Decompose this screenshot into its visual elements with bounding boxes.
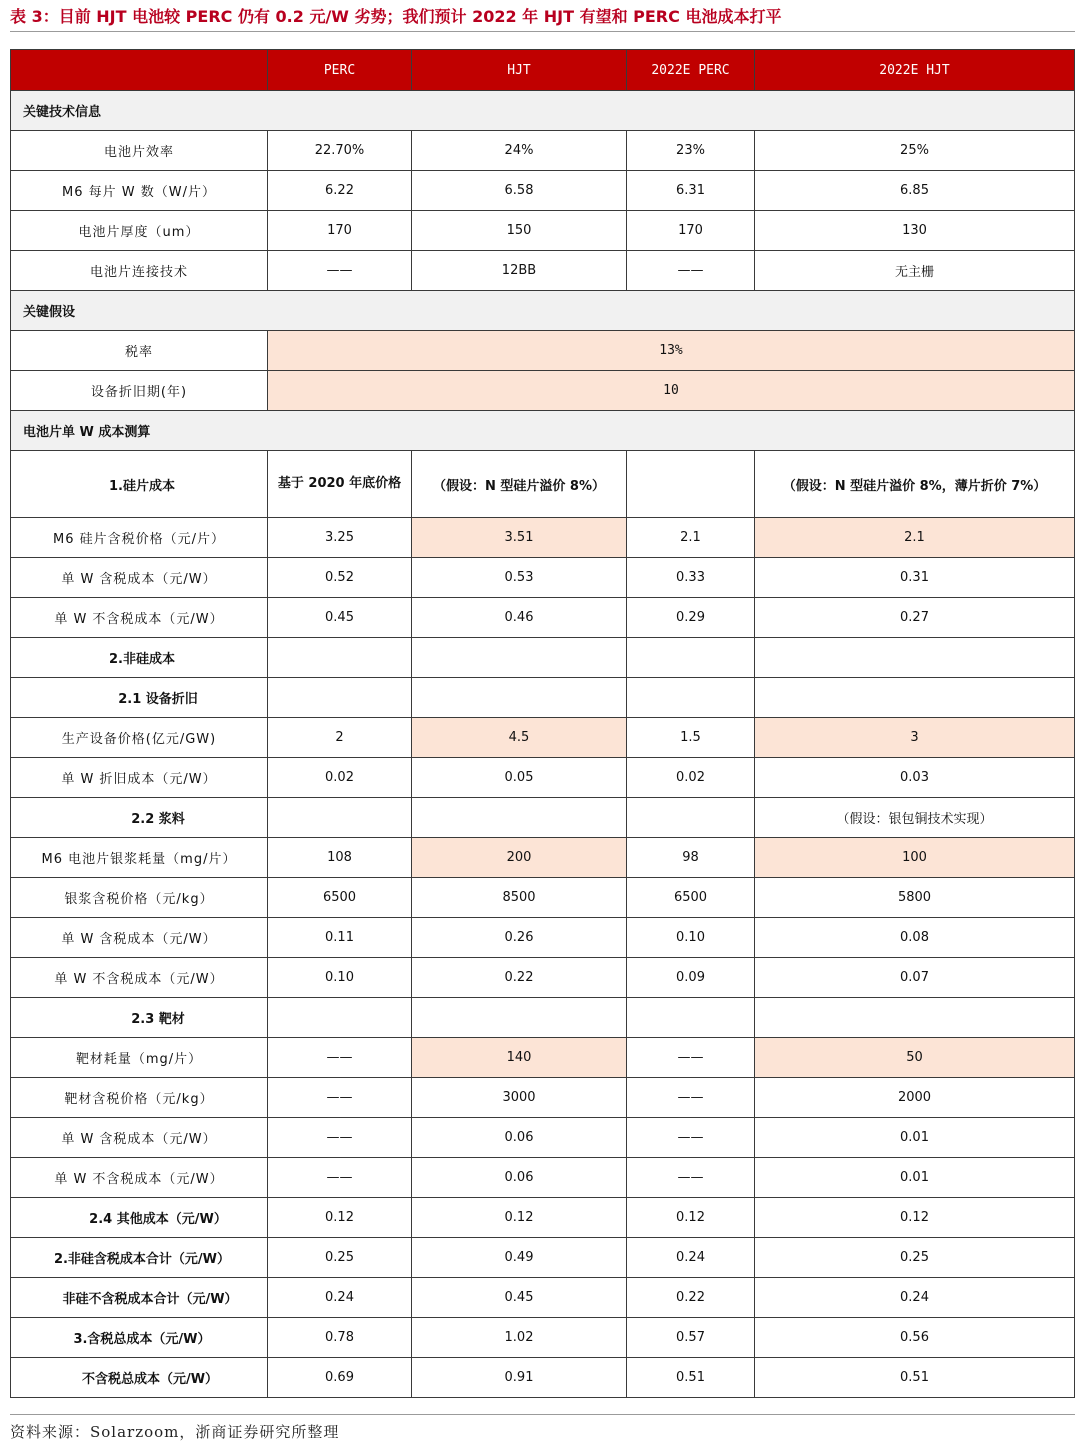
- merged-value-cell: 13%: [268, 331, 1075, 371]
- value-cell: 0.01: [755, 1158, 1075, 1198]
- value-cell: 22.70%: [268, 131, 412, 171]
- group-row: [11, 451, 1075, 518]
- group-row: [11, 1358, 1075, 1398]
- row-label: 2.非硅含税成本合计（元/W）: [11, 1238, 268, 1278]
- table-row: [11, 558, 1075, 598]
- cost-comparison-table: [10, 49, 1075, 1398]
- value-cell: 0.12: [268, 1198, 412, 1238]
- table-row: [11, 131, 1075, 171]
- value-cell: 2: [268, 718, 412, 758]
- value-cell: 基于 2020 年底价格: [268, 451, 412, 518]
- value-cell: 0.57: [627, 1318, 755, 1358]
- value-cell: 无主栅: [755, 251, 1075, 291]
- table-row: [11, 878, 1075, 918]
- value-cell: 12BB: [412, 251, 627, 291]
- row-label: 电池片效率: [11, 131, 268, 171]
- group-row: [11, 998, 1075, 1038]
- value-cell: 8500: [412, 878, 627, 918]
- table-row: [11, 838, 1075, 878]
- value-cell: 0.24: [268, 1278, 412, 1318]
- row-label: 3.含税总成本（元/W）: [11, 1318, 268, 1358]
- row-label: 税率: [11, 331, 268, 371]
- row-label: 靶材耗量（mg/片）: [11, 1038, 268, 1078]
- header-cell-label: [11, 50, 268, 91]
- value-cell: [627, 678, 755, 718]
- section-label: 电池片单 W 成本测算: [11, 411, 1075, 451]
- row-label: 2.1 设备折旧: [11, 678, 268, 718]
- value-cell: ——: [268, 1118, 412, 1158]
- value-cell: 0.45: [268, 598, 412, 638]
- value-cell: ——: [627, 1118, 755, 1158]
- value-cell: 108: [268, 838, 412, 878]
- value-cell: 4.5: [412, 718, 627, 758]
- value-cell: ——: [268, 1038, 412, 1078]
- value-cell: [268, 638, 412, 678]
- group-row: [11, 638, 1075, 678]
- value-cell: 0.24: [627, 1238, 755, 1278]
- header-cell-hjt: HJT: [412, 50, 627, 91]
- value-cell: 0.25: [755, 1238, 1075, 1278]
- value-cell: （假设：N 型硅片溢价 8%，薄片折价 7%）: [755, 451, 1075, 518]
- value-cell: 2.1: [627, 518, 755, 558]
- row-label: 单 W 折旧成本（元/W）: [11, 758, 268, 798]
- table-row: [11, 598, 1075, 638]
- value-cell: ——: [627, 1078, 755, 1118]
- value-cell: 0.78: [268, 1318, 412, 1358]
- assumption-row: [11, 331, 1075, 371]
- section-row: [11, 291, 1075, 331]
- value-cell: 2000: [755, 1078, 1075, 1118]
- value-cell: 0.27: [755, 598, 1075, 638]
- row-label: 单 W 含税成本（元/W）: [11, 918, 268, 958]
- row-label: 电池片连接技术: [11, 251, 268, 291]
- value-cell: 170: [627, 211, 755, 251]
- group-row: [11, 1318, 1075, 1358]
- value-cell: 6.31: [627, 171, 755, 211]
- value-cell: 140: [412, 1038, 627, 1078]
- table-body: [11, 91, 1075, 1398]
- value-cell: [755, 998, 1075, 1038]
- value-cell: [412, 798, 627, 838]
- section-row: [11, 91, 1075, 131]
- row-label: 2.3 靶材: [11, 998, 268, 1038]
- value-cell: 0.52: [268, 558, 412, 598]
- row-label: 单 W 不含税成本（元/W）: [11, 1158, 268, 1198]
- table-row: [11, 1078, 1075, 1118]
- table-row: [11, 211, 1075, 251]
- value-cell: [412, 638, 627, 678]
- value-cell: [412, 998, 627, 1038]
- value-cell: ——: [627, 251, 755, 291]
- value-cell: 0.56: [755, 1318, 1075, 1358]
- value-cell: 6.22: [268, 171, 412, 211]
- value-cell: 0.22: [627, 1278, 755, 1318]
- row-label: 生产设备价格(亿元/GW): [11, 718, 268, 758]
- header-cell-2022e-hjt: 2022E HJT: [755, 50, 1075, 91]
- value-cell: 0.02: [627, 758, 755, 798]
- value-cell: 0.53: [412, 558, 627, 598]
- value-cell: 98: [627, 838, 755, 878]
- row-label: 2.2 浆料: [11, 798, 268, 838]
- value-cell: 5800: [755, 878, 1075, 918]
- row-label: 设备折旧期(年): [11, 371, 268, 411]
- table-row: [11, 758, 1075, 798]
- header-cell-perc: PERC: [268, 50, 412, 91]
- value-cell: [755, 638, 1075, 678]
- value-cell: 0.49: [412, 1238, 627, 1278]
- value-cell: 170: [268, 211, 412, 251]
- value-cell: 0.22: [412, 958, 627, 998]
- table-row: [11, 1038, 1075, 1078]
- value-cell: （假设：N 型硅片溢价 8%）: [412, 451, 627, 518]
- group-row: [11, 1198, 1075, 1238]
- table-row: [11, 918, 1075, 958]
- table-row: [11, 958, 1075, 998]
- value-cell: 0.51: [627, 1358, 755, 1398]
- header-row: [11, 50, 1075, 91]
- value-cell: 0.25: [268, 1238, 412, 1278]
- value-cell: 130: [755, 211, 1075, 251]
- row-label: 单 W 含税成本（元/W）: [11, 558, 268, 598]
- value-cell: 50: [755, 1038, 1075, 1078]
- value-cell: 0.12: [412, 1198, 627, 1238]
- merged-value-cell: 10: [268, 371, 1075, 411]
- value-cell: 0.08: [755, 918, 1075, 958]
- header-cell-2022e-perc: 2022E PERC: [627, 50, 755, 91]
- value-cell: 150: [412, 211, 627, 251]
- value-cell: 0.05: [412, 758, 627, 798]
- row-label: 单 W 不含税成本（元/W）: [11, 598, 268, 638]
- table-row: [11, 1118, 1075, 1158]
- value-cell: 0.26: [412, 918, 627, 958]
- value-cell: 0.02: [268, 758, 412, 798]
- value-cell: [627, 998, 755, 1038]
- value-cell: ——: [268, 1078, 412, 1118]
- value-cell: 6500: [268, 878, 412, 918]
- value-cell: 1.5: [627, 718, 755, 758]
- value-cell: 0.10: [627, 918, 755, 958]
- value-cell: 3.25: [268, 518, 412, 558]
- value-cell: 0.03: [755, 758, 1075, 798]
- value-cell: [268, 678, 412, 718]
- value-cell: 0.07: [755, 958, 1075, 998]
- value-cell: 6.85: [755, 171, 1075, 211]
- value-cell: ——: [627, 1158, 755, 1198]
- row-label: 非硅不含税成本合计（元/W）: [11, 1278, 268, 1318]
- value-cell: 25%: [755, 131, 1075, 171]
- row-label: 单 W 不含税成本（元/W）: [11, 958, 268, 998]
- value-cell: 0.69: [268, 1358, 412, 1398]
- value-cell: 0.29: [627, 598, 755, 638]
- assumption-row: [11, 371, 1075, 411]
- row-label: 银浆含税价格（元/kg）: [11, 878, 268, 918]
- row-label: 电池片厚度（um）: [11, 211, 268, 251]
- value-cell: 6.58: [412, 171, 627, 211]
- table-row: [11, 171, 1075, 211]
- value-cell: 0.31: [755, 558, 1075, 598]
- value-cell: 100: [755, 838, 1075, 878]
- value-cell: 6500: [627, 878, 755, 918]
- value-cell: 0.24: [755, 1278, 1075, 1318]
- value-cell: 2.1: [755, 518, 1075, 558]
- table-row: [11, 518, 1075, 558]
- value-cell: ——: [627, 1038, 755, 1078]
- value-cell: 0.46: [412, 598, 627, 638]
- value-cell: 24%: [412, 131, 627, 171]
- group-row: [11, 798, 1075, 838]
- table-row: [11, 1158, 1075, 1198]
- title-divider: [10, 31, 1075, 32]
- value-cell: 0.06: [412, 1158, 627, 1198]
- value-cell: 3.51: [412, 518, 627, 558]
- value-cell: 23%: [627, 131, 755, 171]
- row-label: M6 每片 W 数（W/片）: [11, 171, 268, 211]
- value-cell: 3: [755, 718, 1075, 758]
- row-label: 1.硅片成本: [11, 451, 268, 518]
- value-cell: 1.02: [412, 1318, 627, 1358]
- value-cell: [755, 678, 1075, 718]
- value-cell: 0.33: [627, 558, 755, 598]
- footer-divider: [10, 1414, 1075, 1415]
- section-row: [11, 411, 1075, 451]
- group-row: [11, 678, 1075, 718]
- value-cell: 0.09: [627, 958, 755, 998]
- table-row: [11, 251, 1075, 291]
- value-cell: 3000: [412, 1078, 627, 1118]
- value-cell: [627, 638, 755, 678]
- value-cell: [268, 798, 412, 838]
- row-label: 2.4 其他成本（元/W）: [11, 1198, 268, 1238]
- value-cell: 0.12: [627, 1198, 755, 1238]
- value-cell: [627, 451, 755, 518]
- value-cell: （假设：银包铜技术实现）: [755, 798, 1075, 838]
- row-label: M6 硅片含税价格（元/片）: [11, 518, 268, 558]
- group-row: [11, 1238, 1075, 1278]
- row-label: 单 W 含税成本（元/W）: [11, 1118, 268, 1158]
- value-cell: 0.06: [412, 1118, 627, 1158]
- value-cell: 0.11: [268, 918, 412, 958]
- table-title: 表 3：目前 HJT 电池较 PERC 仍有 0.2 元/W 劣势；我们预计 2022 年 HJT 有望和 PERC 电池成本打平: [10, 7, 782, 26]
- row-label: 2.非硅成本: [11, 638, 268, 678]
- row-label: 靶材含税价格（元/kg）: [11, 1078, 268, 1118]
- section-label: 关键技术信息: [11, 91, 1075, 131]
- value-cell: [627, 798, 755, 838]
- row-label: 不含税总成本（元/W）: [11, 1358, 268, 1398]
- value-cell: ——: [268, 251, 412, 291]
- section-label: 关键假设: [11, 291, 1075, 331]
- value-cell: [268, 998, 412, 1038]
- value-cell: 0.01: [755, 1118, 1075, 1158]
- value-cell: 0.91: [412, 1358, 627, 1398]
- value-cell: [412, 678, 627, 718]
- value-cell: ——: [268, 1158, 412, 1198]
- value-cell: 0.12: [755, 1198, 1075, 1238]
- value-cell: 0.10: [268, 958, 412, 998]
- row-label: M6 电池片银浆耗量（mg/片）: [11, 838, 268, 878]
- source-note: 资料来源：Solarzoom，浙商证券研究所整理: [10, 1423, 340, 1441]
- table-row: [11, 718, 1075, 758]
- group-row: [11, 1278, 1075, 1318]
- value-cell: 200: [412, 838, 627, 878]
- value-cell: 0.45: [412, 1278, 627, 1318]
- value-cell: 0.51: [755, 1358, 1075, 1398]
